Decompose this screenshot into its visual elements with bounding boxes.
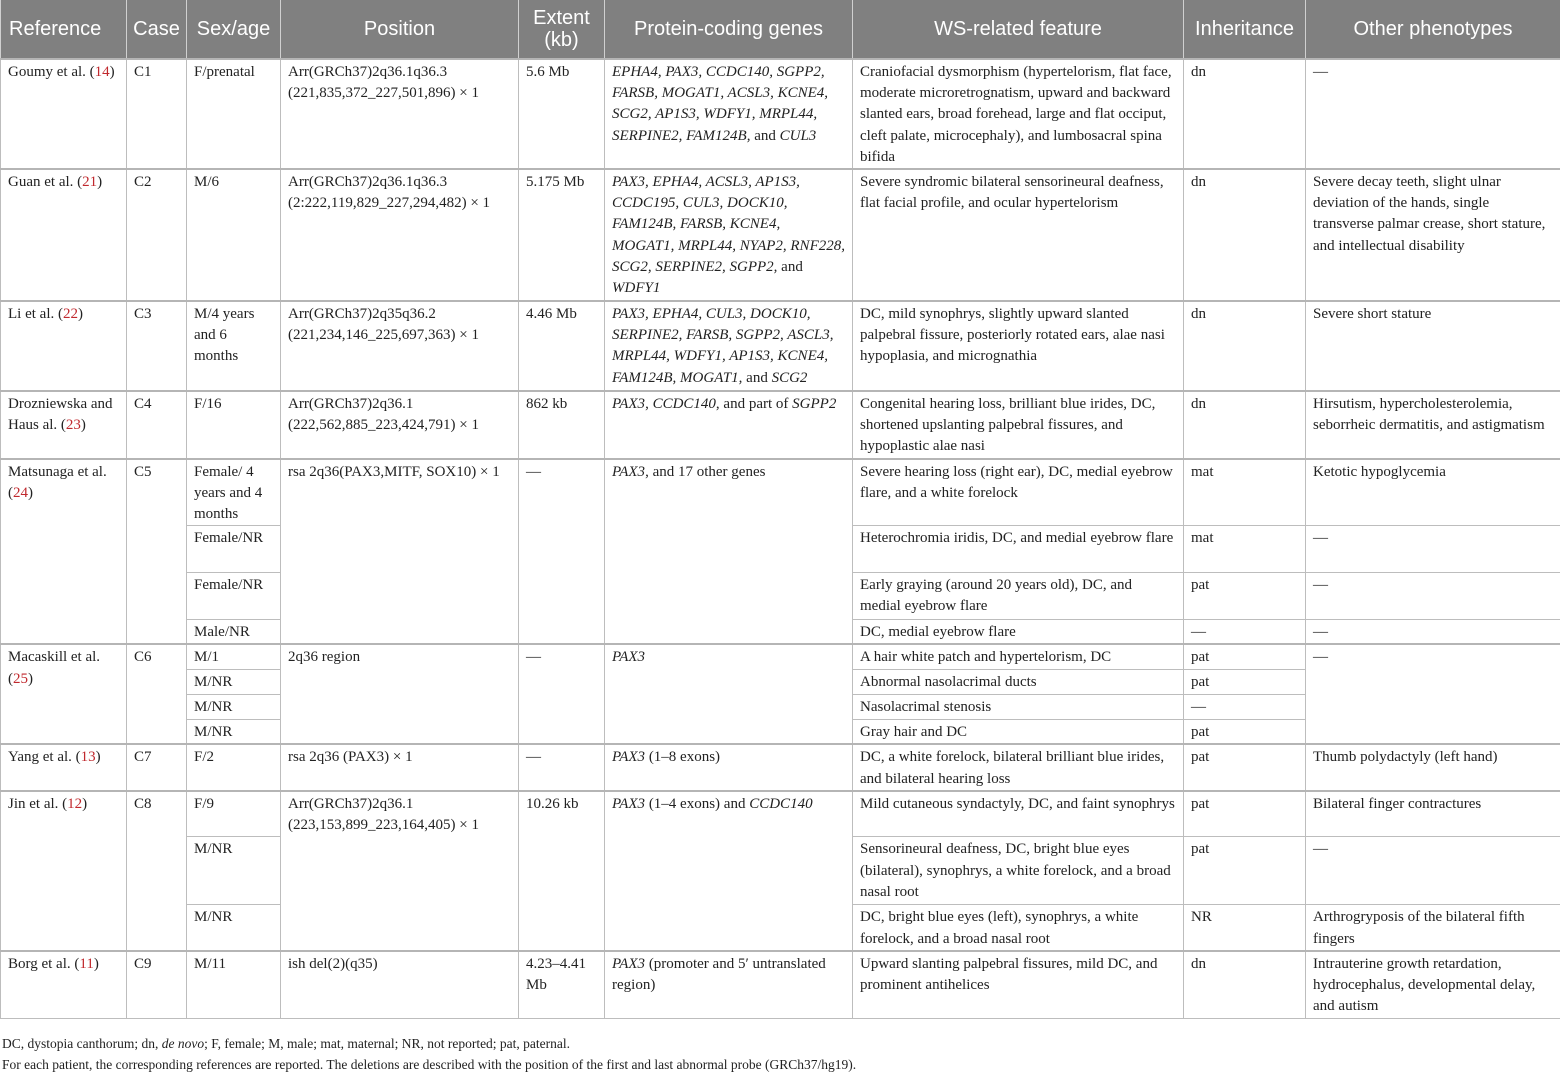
cell-position xyxy=(281,391,519,459)
cell-genes xyxy=(605,459,853,645)
cell-genes xyxy=(605,301,853,391)
text: pat xyxy=(1191,577,1209,593)
cell-ws-feature xyxy=(853,951,1184,1019)
text: Arr(GRCh37)2q36.1q36.3 (2:222,119,829_227,294,482) × 1 xyxy=(288,174,490,211)
cell-ws-feature xyxy=(853,573,1184,620)
text: dn xyxy=(1191,396,1206,412)
cell-reference xyxy=(1,951,127,1019)
cell-position xyxy=(281,644,519,744)
cell-inheritance xyxy=(1184,905,1306,951)
text: Congenital hearing loss, brilliant blue irides, DC, shortened upslanting palpebral fissures, and hypoplastic alae nasi xyxy=(860,396,1155,454)
text: Jin et al. ( xyxy=(8,796,67,812)
cell-extent xyxy=(519,301,605,391)
text: ) xyxy=(97,174,102,190)
text: C1 xyxy=(134,64,152,80)
gene-name: WDFY1 xyxy=(612,280,660,296)
text: — xyxy=(1313,64,1328,80)
cell-ws-feature xyxy=(853,301,1184,391)
text: ) xyxy=(96,749,101,765)
text: C9 xyxy=(134,956,152,972)
reference-link[interactable]: 21 xyxy=(82,174,97,190)
cell-extent xyxy=(519,391,605,459)
text: Female/NR xyxy=(194,577,263,593)
table-body xyxy=(1,59,1560,1019)
cell-case xyxy=(127,59,187,169)
text: , and part of xyxy=(716,396,792,412)
text: pat xyxy=(1191,749,1209,765)
cell-inheritance xyxy=(1184,951,1306,1019)
text: M/NR xyxy=(194,674,232,690)
text: rsa 2q36 (PAX3) × 1 xyxy=(288,749,413,765)
footnotes xyxy=(0,1033,1560,1075)
cell-inheritance xyxy=(1184,694,1306,719)
cell-other-phenotypes xyxy=(1306,791,1560,837)
cell-ws-feature xyxy=(853,837,1184,905)
text: mat xyxy=(1191,464,1214,480)
cell-position xyxy=(281,59,519,169)
cell-case xyxy=(127,791,187,951)
text: 10.26 kb xyxy=(526,796,579,812)
gene-name: PAX3, EPHA4, ACSL3, AP1S3, CCDC195, CUL3, DOCK10, FAM124B, FARSB, KCNE4, MOGAT1, MRPL44, NYAP2, RNF228, SCG2, SERPINE2, SGPP2, xyxy=(612,174,845,275)
text: F/9 xyxy=(194,796,214,812)
text: Nasolacrimal stenosis xyxy=(860,699,991,715)
header-row xyxy=(1,0,1560,59)
text: dn xyxy=(1191,174,1206,190)
text: C4 xyxy=(134,396,152,412)
cell-reference xyxy=(1,791,127,951)
reference-link[interactable]: 13 xyxy=(81,749,96,765)
cell-inheritance xyxy=(1184,669,1306,694)
reference-link[interactable]: 11 xyxy=(79,956,93,972)
cell-case xyxy=(127,301,187,391)
gene-name: PAX3 xyxy=(612,956,645,972)
cell-ws-feature xyxy=(853,391,1184,459)
text: Arr(GRCh37)2q36.1 (222,562,885_223,424,791) × 1 xyxy=(288,396,479,433)
gene-name: EPHA4, PAX3, CCDC140, SGPP2, FARSB, MOGAT1, ACSL3, KCNE4, SCG2, AP1S3, WDFY1, MRPL44, SERPINE2, FAM124B, xyxy=(612,64,828,144)
cell-case xyxy=(127,459,187,645)
gene-name: PAX3 xyxy=(612,396,645,412)
text: 5.6 Mb xyxy=(526,64,569,80)
header-genes: Protein-coding genes xyxy=(605,0,853,59)
text: Male/NR xyxy=(194,624,250,640)
text: and xyxy=(750,128,779,144)
text: 862 kb xyxy=(526,396,567,412)
text: Mild cutaneous syndactyly, DC, and faint synophrys xyxy=(860,796,1175,812)
text: C8 xyxy=(134,796,152,812)
gene-name: SCG2 xyxy=(772,370,808,386)
cell-reference xyxy=(1,644,127,744)
cell-genes xyxy=(605,744,853,790)
gene-name: PAX3, EPHA4, CUL3, DOCK10, SERPINE2, FARSB, SGPP2, ASCL3, MRPL44, WDFY1, AP1S3, KCNE4, FAM124B, MOGAT1, xyxy=(612,306,834,386)
text: C3 xyxy=(134,306,152,322)
cell-inheritance xyxy=(1184,59,1306,169)
cell-ws-feature xyxy=(853,526,1184,573)
cell-ws-feature xyxy=(853,59,1184,169)
gene-name: SGPP2 xyxy=(792,396,836,412)
cell-genes xyxy=(605,391,853,459)
cell-extent xyxy=(519,169,605,301)
text: Borg et al. ( xyxy=(8,956,79,972)
text: DC, dystopia canthorum; dn, xyxy=(2,1036,162,1051)
text: — xyxy=(1313,530,1328,546)
cell-inheritance xyxy=(1184,301,1306,391)
text: F/16 xyxy=(194,396,222,412)
reference-link[interactable]: 24 xyxy=(13,485,28,501)
text: ) xyxy=(82,796,87,812)
text: Gray hair and DC xyxy=(860,724,967,740)
text: Goumy et al. ( xyxy=(8,64,95,80)
cell-extent xyxy=(519,951,605,1019)
text: — xyxy=(1191,624,1206,640)
table-row xyxy=(1,169,1560,301)
cell-other-phenotypes xyxy=(1306,573,1560,620)
cell-ws-feature xyxy=(853,694,1184,719)
cell-other-phenotypes xyxy=(1306,459,1560,526)
cell-case xyxy=(127,744,187,790)
cell-genes xyxy=(605,791,853,951)
cell-other-phenotypes xyxy=(1306,301,1560,391)
text: — xyxy=(1313,577,1328,593)
text: — xyxy=(526,649,541,665)
text: 4.46 Mb xyxy=(526,306,577,322)
text: Female/NR xyxy=(194,530,263,546)
cell-ws-feature xyxy=(853,620,1184,645)
text: ) xyxy=(110,64,115,80)
cell-extent xyxy=(519,791,605,951)
footnote-abbreviations xyxy=(2,1033,1560,1054)
table-row xyxy=(1,951,1560,1019)
text: pat xyxy=(1191,841,1209,857)
cell-ws-feature xyxy=(853,744,1184,790)
cell-ws-feature xyxy=(853,169,1184,301)
cell-inheritance xyxy=(1184,791,1306,837)
gene-name: CUL3 xyxy=(780,128,817,144)
cell-reference xyxy=(1,459,127,645)
cell-position xyxy=(281,459,519,645)
table-row xyxy=(1,301,1560,391)
cell-genes xyxy=(605,59,853,169)
cell-inheritance xyxy=(1184,719,1306,744)
cell-other-phenotypes xyxy=(1306,620,1560,645)
text: Bilateral finger contractures xyxy=(1313,796,1481,812)
cell-sex-age xyxy=(187,905,281,951)
cell-position xyxy=(281,301,519,391)
text: M/NR xyxy=(194,724,232,740)
text: Guan et al. ( xyxy=(8,174,82,190)
text: ) xyxy=(28,485,33,501)
cell-ws-feature xyxy=(853,459,1184,526)
text: dn xyxy=(1191,64,1206,80)
text: 2q36 region xyxy=(288,649,360,665)
text: Drozniewska and Haus al. ( xyxy=(8,396,113,433)
text: C2 xyxy=(134,174,152,190)
cell-genes xyxy=(605,951,853,1019)
text: Matsunaga et al. ( xyxy=(8,464,107,501)
cell-inheritance xyxy=(1184,391,1306,459)
cell-sex-age xyxy=(187,837,281,905)
reference-link[interactable]: 25 xyxy=(13,671,28,687)
text: DC, a white forelock, bilateral brilliant blue irides, and bilateral hearing loss xyxy=(860,749,1164,786)
text: C7 xyxy=(134,749,152,765)
text: Early graying (around 20 years old), DC, and medial eyebrow flare xyxy=(860,577,1132,614)
text: DC, medial eyebrow flare xyxy=(860,624,1016,640)
text: 5.175 Mb xyxy=(526,174,584,190)
text: Thumb polydactyly (left hand) xyxy=(1313,749,1498,765)
text: pat xyxy=(1191,796,1209,812)
text: (1–4 exons) and xyxy=(645,796,749,812)
cell-other-phenotypes xyxy=(1306,526,1560,573)
cell-sex-age xyxy=(187,301,281,391)
cell-other-phenotypes xyxy=(1306,391,1560,459)
cell-position xyxy=(281,951,519,1019)
cell-other-phenotypes xyxy=(1306,644,1560,744)
header-position: Position xyxy=(281,0,519,59)
cell-other-phenotypes xyxy=(1306,951,1560,1019)
text: Severe short stature xyxy=(1313,306,1431,322)
header-inheritance: Inheritance xyxy=(1184,0,1306,59)
cell-sex-age xyxy=(187,391,281,459)
cell-sex-age xyxy=(187,169,281,301)
cell-sex-age xyxy=(187,573,281,620)
reference-link[interactable]: 22 xyxy=(63,306,78,322)
cell-inheritance xyxy=(1184,573,1306,620)
cell-ws-feature xyxy=(853,791,1184,837)
text: — xyxy=(1313,841,1328,857)
cell-inheritance xyxy=(1184,169,1306,301)
cell-position xyxy=(281,791,519,951)
text: Craniofacial dysmorphism (hypertelorism, flat face, moderate microretrognatism, upward and backward slanted ears, broad forehead, large and flat occiput, cleft palate, microcephaly), and lumbosacral spina bifida xyxy=(860,64,1172,165)
cell-ws-feature xyxy=(853,905,1184,951)
cell-sex-age xyxy=(187,620,281,645)
gene-name: CCDC140 xyxy=(653,396,716,412)
text: Heterochromia iridis, DC, and medial eyebrow flare xyxy=(860,530,1173,546)
text: — xyxy=(1313,649,1328,665)
cell-ws-feature xyxy=(853,644,1184,669)
text: , xyxy=(645,396,653,412)
text: Li et al. ( xyxy=(8,306,63,322)
text: ; F, female; M, male; mat, maternal; NR, not reported; pat, paternal. xyxy=(204,1036,570,1051)
text: Hirsutism, hypercholesterolemia, seborrheic dermatitis, and astigmatism xyxy=(1313,396,1545,433)
cell-sex-age xyxy=(187,719,281,744)
cell-sex-age xyxy=(187,694,281,719)
text: M/4 years and 6 months xyxy=(194,306,254,364)
header-extent: Extent (kb) xyxy=(519,0,605,59)
text: F/2 xyxy=(194,749,214,765)
text: Arthrogryposis of the bilateral fifth fingers xyxy=(1313,909,1525,946)
reference-link[interactable]: 12 xyxy=(67,796,82,812)
text: Abnormal nasolacrimal ducts xyxy=(860,674,1037,690)
cell-reference xyxy=(1,169,127,301)
gene-name: PAX3 xyxy=(612,749,645,765)
cell-position xyxy=(281,169,519,301)
text: — xyxy=(1313,624,1328,640)
text: and xyxy=(742,370,771,386)
cell-sex-age xyxy=(187,744,281,790)
text: — xyxy=(526,464,541,480)
cell-inheritance xyxy=(1184,526,1306,573)
text: and xyxy=(777,259,802,275)
text: (promoter and 5′ untranslated region) xyxy=(612,956,826,993)
text: C5 xyxy=(134,464,152,480)
text: M/NR xyxy=(194,699,232,715)
text: F/prenatal xyxy=(194,64,255,80)
gene-name: de novo xyxy=(162,1036,204,1051)
cell-sex-age xyxy=(187,644,281,669)
cell-reference xyxy=(1,59,127,169)
text: ) xyxy=(94,956,99,972)
header-ws-feature: WS-related feature xyxy=(853,0,1184,59)
text: Severe syndromic bilateral sensorineural deafness, flat facial profile, and ocular hypertelorism xyxy=(860,174,1164,211)
text: Arr(GRCh37)2q36.1 (223,153,899_223,164,405) × 1 xyxy=(288,796,479,833)
header-case: Case xyxy=(127,0,187,59)
cell-sex-age xyxy=(187,526,281,573)
cell-sex-age xyxy=(187,459,281,526)
text: NR xyxy=(1191,909,1212,925)
text: — xyxy=(526,749,541,765)
text: dn xyxy=(1191,306,1206,322)
text: C6 xyxy=(134,649,152,665)
text: M/NR xyxy=(194,841,232,857)
gene-name: PAX3 xyxy=(612,796,645,812)
text: (1–8 exons) xyxy=(645,749,720,765)
cell-extent xyxy=(519,59,605,169)
footnote-references xyxy=(2,1054,1560,1075)
table-row xyxy=(1,791,1560,837)
text: mat xyxy=(1191,530,1214,546)
cell-inheritance xyxy=(1184,459,1306,526)
text: ) xyxy=(78,306,83,322)
cell-ws-feature xyxy=(853,719,1184,744)
reference-link[interactable]: 23 xyxy=(66,417,81,433)
cell-sex-age xyxy=(187,951,281,1019)
cell-case xyxy=(127,644,187,744)
text: M/1 xyxy=(194,649,219,665)
gene-name: CCDC140 xyxy=(749,796,812,812)
cell-case xyxy=(127,951,187,1019)
table-row xyxy=(1,459,1560,526)
text: 4.23–4.41 Mb xyxy=(526,956,586,993)
text: ish del(2)(q35) xyxy=(288,956,378,972)
cell-sex-age xyxy=(187,791,281,837)
text: Macaskill et al. ( xyxy=(8,649,100,686)
cell-extent xyxy=(519,459,605,645)
table-row xyxy=(1,391,1560,459)
text: pat xyxy=(1191,724,1209,740)
text: Intrauterine growth retardation, hydrocephalus, developmental delay, and autism xyxy=(1313,956,1535,1014)
text: Upward slanting palpebral fissures, mild DC, and prominent antihelices xyxy=(860,956,1157,993)
text: For each patient, the corresponding references are reported. The deletions are described with the position of the first and last abnormal probe (GRCh37/hg19). xyxy=(2,1057,856,1072)
cell-reference xyxy=(1,391,127,459)
cell-other-phenotypes xyxy=(1306,744,1560,790)
table-row xyxy=(1,644,1560,669)
gene-name: PAX3 xyxy=(612,649,645,665)
cell-genes xyxy=(605,644,853,744)
reference-link[interactable]: 14 xyxy=(95,64,110,80)
table-row xyxy=(1,59,1560,169)
cell-other-phenotypes xyxy=(1306,59,1560,169)
text: M/NR xyxy=(194,909,232,925)
cell-extent xyxy=(519,744,605,790)
text: Severe decay teeth, slight ulnar deviation of the hands, single transverse palmar crease, short stature, and intellectual disability xyxy=(1313,174,1545,254)
text: pat xyxy=(1191,649,1209,665)
text: Sensorineural deafness, DC, bright blue eyes (bilateral), synophrys, a white forelock, and a broad nasal root xyxy=(860,841,1171,899)
gene-name: PAX3 xyxy=(612,464,645,480)
cell-ws-feature xyxy=(853,669,1184,694)
text: Ketotic hypoglycemia xyxy=(1313,464,1446,480)
header-other-phenotypes: Other phenotypes xyxy=(1306,0,1560,59)
cell-other-phenotypes xyxy=(1306,905,1560,951)
text: M/6 xyxy=(194,174,219,190)
cell-reference xyxy=(1,301,127,391)
text: — xyxy=(1191,699,1206,715)
text: Female/ 4 years and 4 months xyxy=(194,464,262,522)
cell-position xyxy=(281,744,519,790)
cell-case xyxy=(127,169,187,301)
text: dn xyxy=(1191,956,1206,972)
cell-other-phenotypes xyxy=(1306,837,1560,905)
cell-case xyxy=(127,391,187,459)
cell-reference xyxy=(1,744,127,790)
text: A hair white patch and hypertelorism, DC xyxy=(860,649,1111,665)
text: , and 17 other genes xyxy=(645,464,765,480)
cell-inheritance xyxy=(1184,620,1306,645)
text: Arr(GRCh37)2q35q36.2 (221,234,146_225,697,363) × 1 xyxy=(288,306,479,343)
text: DC, bright blue eyes (left), synophrys, a white forelock, and a broad nasal root xyxy=(860,909,1138,946)
text: M/11 xyxy=(194,956,226,972)
header-reference: Reference xyxy=(1,0,127,59)
cell-sex-age xyxy=(187,669,281,694)
text: ) xyxy=(81,417,86,433)
text: DC, mild synophrys, slightly upward slanted palpebral fissure, posteriorly rotated ears, alae nasi hypoplasia, and micrognathia xyxy=(860,306,1165,364)
text: Arr(GRCh37)2q36.1q36.3 (221,835,372_227,501,896) × 1 xyxy=(288,64,479,101)
cell-inheritance xyxy=(1184,744,1306,790)
cell-inheritance xyxy=(1184,837,1306,905)
text: rsa 2q36(PAX3,MITF, SOX10) × 1 xyxy=(288,464,500,480)
text: pat xyxy=(1191,674,1209,690)
text: ) xyxy=(28,671,33,687)
cell-genes xyxy=(605,169,853,301)
table-row xyxy=(1,744,1560,790)
text: Severe hearing loss (right ear), DC, medial eyebrow flare, and a white forelock xyxy=(860,464,1173,501)
cell-sex-age xyxy=(187,59,281,169)
cell-other-phenotypes xyxy=(1306,169,1560,301)
text: Yang et al. ( xyxy=(8,749,81,765)
cell-inheritance xyxy=(1184,644,1306,669)
header-sex-age: Sex/age xyxy=(187,0,281,59)
cell-extent xyxy=(519,644,605,744)
